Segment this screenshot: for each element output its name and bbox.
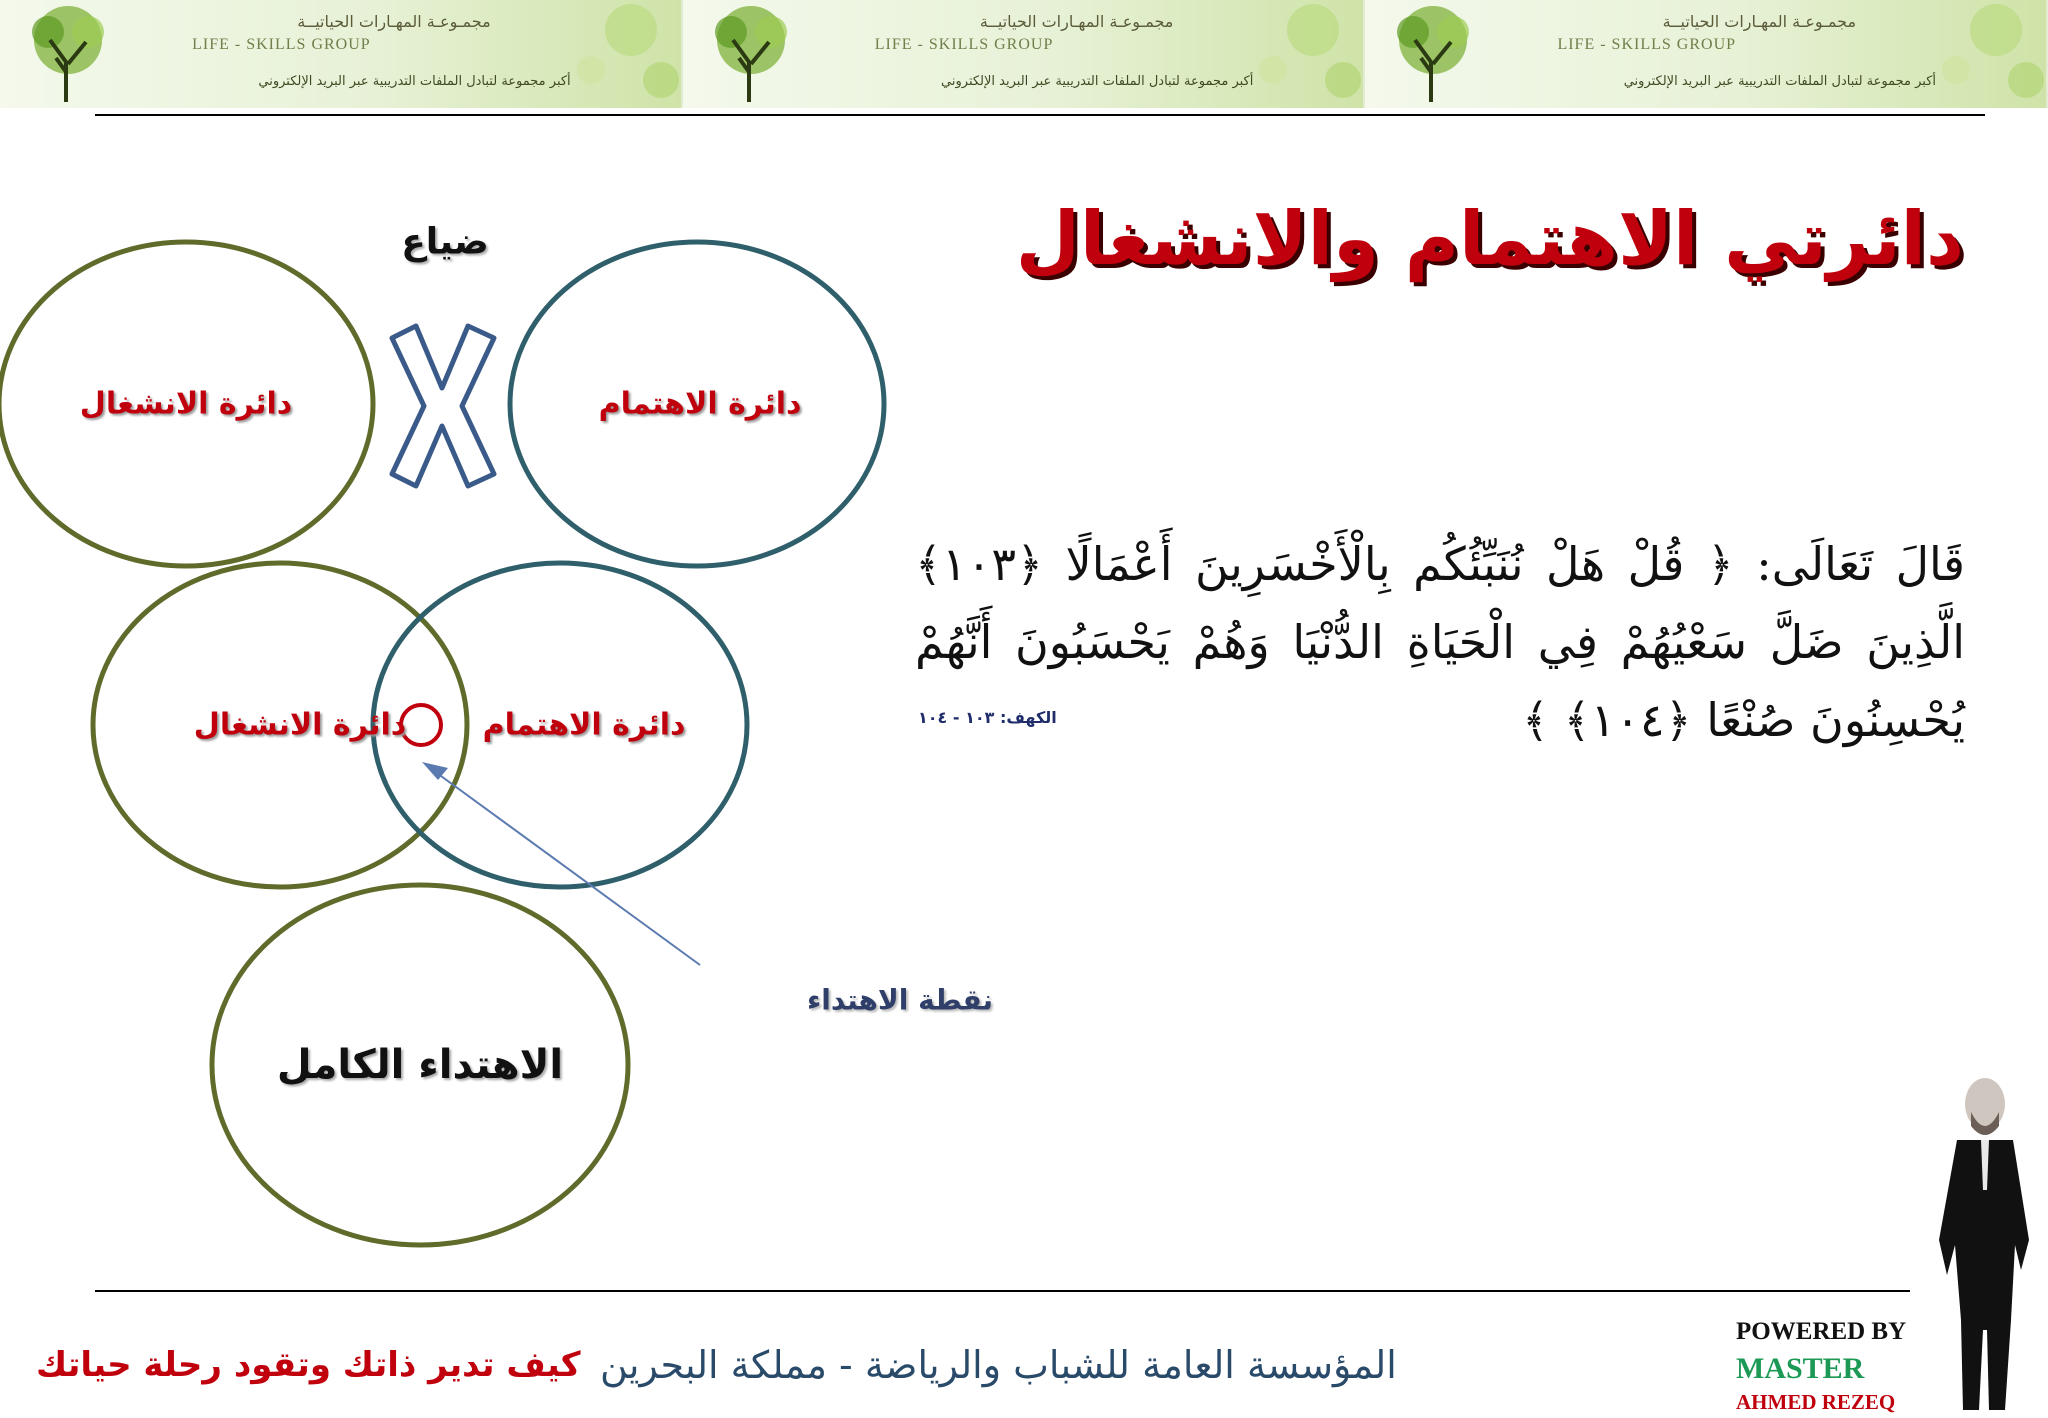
group-english-name: LIFE - SKILLS GROUP: [192, 36, 371, 53]
banner-tile: [0, 0, 683, 108]
guidance-point-label: نقطة الاهتداء: [806, 983, 994, 1017]
group-arabic-name: مجمـوعـة المهـارات الحياتيــة: [979, 12, 1174, 31]
author-name: AHMED REZEQ: [1736, 1390, 1896, 1414]
tree-logo-icon: [691, 2, 811, 106]
interest-label-middle: دائرة الاهتمام: [482, 707, 686, 743]
group-tagline: أكبر مجموعة لتبادل الملفات التدريبية عبر البريد الإلكتروني: [258, 74, 571, 89]
leaf-decoration-icon: [1163, 0, 1363, 108]
verse-source: الكهف: ١٠٣ - ١٠٤: [918, 708, 1057, 727]
powered-by-block: [1736, 1318, 1906, 1415]
occupation-label-top: دائرة الانشغال: [79, 386, 293, 422]
verse-text: ﴿ قُلْ هَلْ نُنَبِّئُكُم بِالْأَخْسَرِينَ أَعْمَالًا ﴿١٠٣﴾ الَّذِينَ ضَلَّ سَعْيُهُمْ فِي الْحَيَاةِ الدُّنْيَا وَهُمْ يَحْسَبُونَ أَنَّهُمْ يُحْسِنُونَ صُنْعًا ﴿١٠٤﴾ ﴾: [915, 537, 1965, 747]
x-mark-icon: [392, 326, 494, 486]
group-tagline: أكبر مجموعة لتبادل الملفات التدريبية عبر البريد الإلكتروني: [941, 74, 1254, 89]
presenter-silhouette-icon: [1925, 1070, 2048, 1415]
banner-tile: [683, 0, 1366, 108]
course-title: كيف تدير ذاتك وتقود رحلة حياتك: [36, 1345, 581, 1385]
group-arabic-name: مجمـوعـة المهـارات الحياتيــة: [297, 12, 491, 31]
complete-guidance-label: الاهتداء الكامل: [276, 1042, 564, 1088]
group-english-name: LIFE - SKILLS GROUP: [874, 36, 1054, 53]
slide-title: دائرتي الاهتمام والانشغال: [1015, 196, 1964, 282]
interest-label-top: دائرة الاهتمام: [598, 386, 802, 422]
tree-logo-icon: [1373, 2, 1493, 106]
banner-tile: [1365, 0, 2048, 108]
group-arabic-name: مجمـوعـة المهـارات الحياتيــة: [1662, 12, 1857, 31]
occupation-label-middle: دائرة الانشغال: [193, 707, 407, 743]
footer-divider: [95, 1290, 1910, 1292]
loss-label: ضياع: [401, 221, 489, 263]
quran-verse: [915, 525, 1965, 759]
header-divider: [95, 114, 1985, 116]
group-english-name: LIFE - SKILLS GROUP: [1557, 36, 1737, 53]
leaf-decoration-icon: [1846, 0, 2046, 108]
verse-intro: قَالَ تَعَالَى:: [1756, 537, 1965, 591]
tree-logo-icon: [8, 2, 128, 106]
powered-by-label: POWERED BY: [1736, 1318, 1907, 1345]
leaf-decoration-icon: [481, 0, 681, 108]
header-banner: [0, 0, 2048, 110]
organization-name: المؤسسة العامة للشباب والرياضة - مملكة البحرين: [600, 1343, 1397, 1387]
circles-diagram: [0, 220, 900, 1280]
guidance-point-marker: [401, 705, 441, 745]
master-label: MASTER: [1736, 1352, 1865, 1385]
group-tagline: أكبر مجموعة لتبادل الملفات التدريبية عبر البريد الإلكتروني: [1623, 74, 1937, 89]
